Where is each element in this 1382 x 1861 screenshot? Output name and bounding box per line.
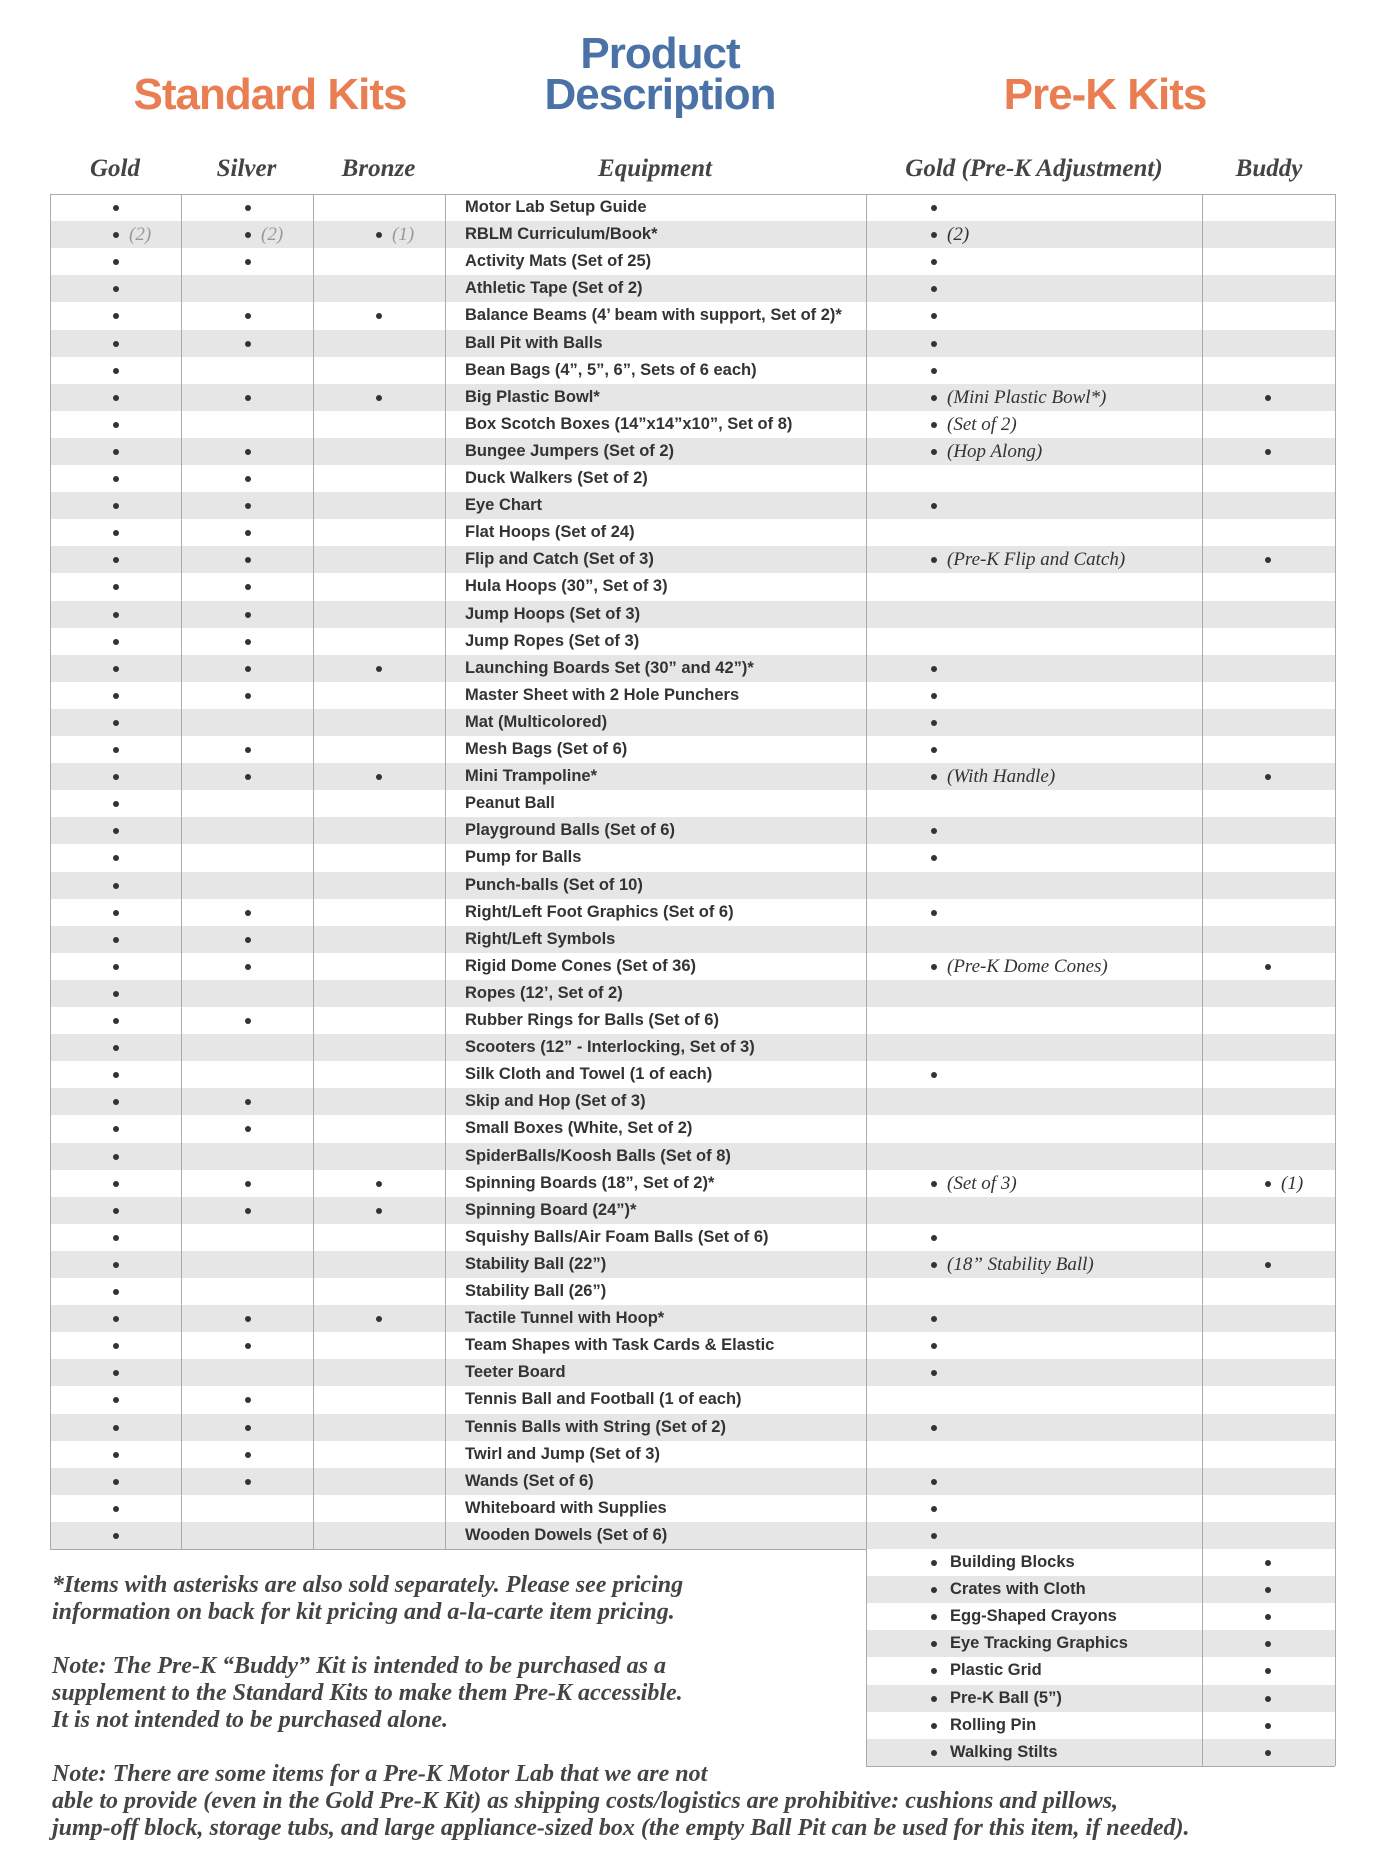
table-row xyxy=(50,980,1335,1007)
row-band xyxy=(50,248,1335,275)
table-row xyxy=(50,330,1335,357)
equipment-name: Rubber Rings for Balls (Set of 6) xyxy=(465,1011,719,1029)
row-band xyxy=(50,872,1335,899)
row-band xyxy=(50,1441,1335,1468)
equipment-name: Flat Hoops (Set of 24) xyxy=(465,523,635,542)
g-bullet xyxy=(113,666,119,672)
g-bullet xyxy=(113,1533,119,1539)
equipment-name: Small Boxes (White, Set of 2) xyxy=(465,1119,693,1138)
grid-line xyxy=(866,194,867,1766)
row-band xyxy=(50,438,1335,465)
table-row xyxy=(50,926,1335,953)
equipment-name: Jump Ropes (Set of 3) xyxy=(465,631,640,650)
equipment-name: Spinning Boards (18”, Set of 2)* xyxy=(465,1173,715,1192)
footnote-asterisk xyxy=(52,1572,683,1626)
row-band xyxy=(50,194,1335,221)
table-row xyxy=(50,573,1335,600)
p-bullet xyxy=(931,1533,937,1539)
equipment-name: Wands (Set of 6) xyxy=(465,1471,594,1490)
equipment-name: Eye Chart xyxy=(465,496,543,515)
footnote-items-line2: able to provide (even in the Gold Pre-K Kit) as shipping costs/logistics are prohibitive: cushions and pillows, xyxy=(52,1788,1119,1814)
equipment-name: Flip and Catch (Set of 3) xyxy=(465,550,654,569)
g-bullet xyxy=(113,991,119,997)
table-row xyxy=(50,1034,1335,1061)
p-bullet xyxy=(931,205,937,211)
equipment-name: Motor Lab Setup Guide xyxy=(465,198,647,216)
row-band xyxy=(50,736,1335,763)
table-row xyxy=(50,763,1335,790)
equipment-name: Bean Bags (4”, 5”, 6”, Sets of 6 each) xyxy=(465,360,757,379)
row-band xyxy=(50,1251,1335,1278)
table-row xyxy=(50,1495,1335,1522)
table-row xyxy=(50,411,1335,438)
table-row xyxy=(50,1251,1335,1278)
g-bullet xyxy=(113,937,119,943)
grid-line xyxy=(50,1549,866,1550)
product-title-line2: Description xyxy=(544,70,776,119)
p-bullet xyxy=(931,422,937,428)
prek-item-name: Rolling Pin xyxy=(950,1715,1037,1734)
p-bullet xyxy=(931,341,937,347)
g-note: (2) xyxy=(129,224,152,246)
equipment-name: Squishy Balls/Air Foam Balls (Set of 6) xyxy=(465,1227,769,1246)
g-bullet xyxy=(113,1289,119,1295)
equipment-name: Scooters (12” - Interlocking, Set of 3) xyxy=(465,1038,755,1057)
equipment-name: Twirl and Jump (Set of 3) xyxy=(465,1444,660,1463)
table-row xyxy=(50,601,1335,628)
table-row xyxy=(50,546,1335,573)
prek-item-name: Building Blocks xyxy=(950,1553,1075,1571)
table-row xyxy=(50,1359,1335,1386)
s-bullet xyxy=(245,341,251,347)
g-bullet xyxy=(113,747,119,753)
g-bullet xyxy=(113,639,119,645)
prek-bullet xyxy=(931,1560,937,1566)
p-note: (18” Stability Ball) xyxy=(947,1253,1094,1275)
equipment-name: Mini Trampoline* xyxy=(465,767,598,786)
s-bullet xyxy=(245,964,251,970)
grid-line xyxy=(1202,194,1203,1766)
equipment-name: Punch-balls (Set of 10) xyxy=(465,875,643,894)
bd-bullet xyxy=(1265,1181,1271,1187)
table-row xyxy=(50,1414,1335,1441)
row-band xyxy=(50,844,1335,871)
equipment-name: Ropes (12’, Set of 2) xyxy=(465,983,623,1002)
s-bullet xyxy=(245,1479,251,1485)
prek-bullet xyxy=(931,1723,937,1729)
g-bullet xyxy=(113,1181,119,1187)
equipment-name: Master Sheet with 2 Hole Punchers xyxy=(465,685,740,704)
g-bullet xyxy=(113,910,119,916)
standard-kits-title: Standard Kits xyxy=(133,70,407,119)
table-row xyxy=(50,817,1335,844)
s-bullet xyxy=(245,1018,251,1024)
p-bullet xyxy=(931,449,937,455)
row-band xyxy=(50,601,1335,628)
row-band xyxy=(50,926,1335,953)
product-description-title xyxy=(505,29,815,119)
g-bullet xyxy=(113,964,119,970)
g-bullet xyxy=(113,1018,119,1024)
row-band xyxy=(50,790,1335,817)
s-note: (2) xyxy=(261,224,284,246)
equipment-name: Right/Left Symbols xyxy=(465,929,616,948)
grid-line xyxy=(313,194,314,1549)
p-note: (Pre-K Dome Cones) xyxy=(947,955,1108,977)
p-bullet xyxy=(931,1425,937,1431)
table-row xyxy=(50,682,1335,709)
table-row xyxy=(50,1143,1335,1170)
g-bullet xyxy=(113,1154,119,1160)
grid-line xyxy=(50,194,51,1549)
s-bullet xyxy=(245,205,251,211)
g-bullet xyxy=(113,449,119,455)
equipment-name: Launching Boards Set (30” and 42”)* xyxy=(465,658,754,677)
equipment-name: Tennis Balls with String (Set of 2) xyxy=(465,1417,726,1436)
row-band xyxy=(50,492,1335,519)
table-row xyxy=(50,519,1335,546)
table-row xyxy=(50,1522,1335,1549)
p-bullet xyxy=(931,1262,937,1268)
column-header-prek-gold: Gold (Pre-K Adjustment) xyxy=(905,155,1163,182)
p-note: (Hop Along) xyxy=(947,440,1043,462)
buddy-bullet xyxy=(1265,1696,1271,1702)
s-bullet xyxy=(245,910,251,916)
s-bullet xyxy=(245,449,251,455)
equipment-name: Big Plastic Bowl* xyxy=(465,387,600,406)
table-row xyxy=(50,1386,1335,1413)
equipment-name: SpiderBalls/Koosh Balls (Set of 8) xyxy=(465,1146,731,1165)
table-row xyxy=(50,1441,1335,1468)
bd-bullet xyxy=(1265,1262,1271,1268)
equipment-name: Pump for Balls xyxy=(465,848,582,867)
row-band xyxy=(50,817,1335,844)
s-bullet xyxy=(245,1452,251,1458)
table-row xyxy=(50,1305,1335,1332)
table-row xyxy=(50,302,1335,329)
footnote-asterisk-line1: *Items with asterisks are also sold separately. Please see pricing xyxy=(52,1572,684,1598)
equipment-name: Tactile Tunnel with Hoop* xyxy=(465,1309,665,1328)
table-row xyxy=(50,790,1335,817)
equipment-name: Bungee Jumpers (Set of 2) xyxy=(465,441,675,460)
grid-line xyxy=(1335,194,1336,1766)
prek-item-name: Walking Stilts xyxy=(950,1742,1058,1761)
s-bullet xyxy=(245,1425,251,1431)
prek-item-name: Egg-Shaped Crayons xyxy=(950,1607,1117,1626)
p-note: (Pre-K Flip and Catch) xyxy=(947,549,1126,571)
column-header-buddy: Buddy xyxy=(1235,155,1303,182)
p-note: (Set of 3) xyxy=(947,1172,1017,1194)
table-row xyxy=(50,1278,1335,1305)
g-bullet xyxy=(113,1262,119,1268)
s-bullet xyxy=(245,937,251,943)
prek-bullet xyxy=(931,1696,937,1702)
row-band xyxy=(50,519,1335,546)
table-row xyxy=(50,194,1335,221)
prek-bullet xyxy=(931,1750,937,1756)
prek-item-name: Plastic Grid xyxy=(950,1661,1042,1680)
p-bullet xyxy=(931,1235,937,1241)
row-band xyxy=(50,384,1335,411)
table-row xyxy=(50,384,1335,411)
row-band xyxy=(50,573,1335,600)
equipment-name: Right/Left Foot Graphics (Set of 6) xyxy=(465,902,734,921)
b-note: (1) xyxy=(392,224,415,246)
table-row xyxy=(50,1088,1335,1115)
p-note: (2) xyxy=(947,224,970,246)
p-bullet xyxy=(931,720,937,726)
table-row xyxy=(50,438,1335,465)
table-row xyxy=(50,1007,1335,1034)
s-bullet xyxy=(245,395,251,401)
g-bullet xyxy=(113,883,119,889)
table-row xyxy=(50,357,1335,384)
table-row xyxy=(50,1170,1335,1197)
p-bullet xyxy=(931,368,937,374)
g-bullet xyxy=(113,1506,119,1512)
row-band xyxy=(50,221,1335,248)
column-header-silver: Silver xyxy=(216,155,277,182)
g-bullet xyxy=(113,1208,119,1214)
g-bullet xyxy=(113,476,119,482)
row-band xyxy=(50,1197,1335,1224)
s-bullet xyxy=(245,639,251,645)
bd-bullet xyxy=(1265,449,1271,455)
table-row xyxy=(50,1115,1335,1142)
row-band xyxy=(50,1115,1335,1142)
equipment-name: Jump Hoops (Set of 3) xyxy=(465,604,641,623)
g-bullet xyxy=(113,422,119,428)
table-row xyxy=(50,1224,1335,1251)
g-bullet xyxy=(113,720,119,726)
table-row xyxy=(50,1468,1335,1495)
equipment-name: Teeter Board xyxy=(465,1363,566,1382)
table-row xyxy=(50,655,1335,682)
g-bullet xyxy=(113,1452,119,1458)
table-row xyxy=(50,899,1335,926)
g-bullet xyxy=(113,341,119,347)
p-bullet xyxy=(931,1479,937,1485)
footnote-buddy-line3: It is not intended to be purchased alone. xyxy=(52,1707,449,1733)
equipment-name: Duck Walkers (Set of 2) xyxy=(465,469,648,487)
table-row xyxy=(50,248,1335,275)
p-bullet xyxy=(931,964,937,970)
table-row xyxy=(50,1197,1335,1224)
product-title-line1: Product xyxy=(580,29,740,78)
b-bullet xyxy=(376,1208,382,1214)
bd-note: (1) xyxy=(1281,1172,1304,1194)
p-bullet xyxy=(931,666,937,672)
row-band xyxy=(50,546,1335,573)
equipment-name: Whiteboard with Supplies xyxy=(465,1498,667,1517)
column-header-equipment: Equipment xyxy=(598,155,712,182)
bd-bullet xyxy=(1265,395,1271,401)
p-bullet xyxy=(931,1506,937,1512)
row-band xyxy=(50,1468,1335,1495)
footnote-asterisk-line2: information on back for kit pricing and a-la-carte item pricing. xyxy=(52,1599,675,1625)
b-bullet xyxy=(376,1181,382,1187)
footnote-buddy-line2: supplement to the Standard Kits to make them Pre-K accessible. xyxy=(52,1680,683,1706)
equipment-name: Wooden Dowels (Set of 6) xyxy=(465,1525,668,1544)
g-bullet xyxy=(113,1235,119,1241)
table-row xyxy=(50,709,1335,736)
s-bullet xyxy=(245,1208,251,1214)
footnote-buddy xyxy=(52,1653,683,1734)
table-row xyxy=(50,275,1335,302)
b-bullet xyxy=(376,395,382,401)
g-bullet xyxy=(113,1479,119,1485)
equipment-name: Mesh Bags (Set of 6) xyxy=(465,740,628,758)
row-band xyxy=(50,628,1335,655)
g-bullet xyxy=(113,612,119,618)
row-band xyxy=(50,1359,1335,1386)
g-bullet xyxy=(113,693,119,699)
equipment-name: Hula Hoops (30”, Set of 3) xyxy=(465,577,668,596)
equipment-name: Peanut Ball xyxy=(465,794,555,813)
prek-item-name: Pre-K Ball (5”) xyxy=(950,1688,1062,1707)
column-header-gold: Gold xyxy=(90,155,140,182)
p-bullet xyxy=(931,1181,937,1187)
s-bullet xyxy=(245,666,251,672)
row-band xyxy=(50,1522,1335,1549)
equipment-name: Rigid Dome Cones (Set of 36) xyxy=(465,956,697,975)
table-row xyxy=(50,492,1335,519)
p-note: (Mini Plastic Bowl*) xyxy=(947,386,1107,408)
column-header-bronze: Bronze xyxy=(341,155,416,182)
g-bullet xyxy=(113,395,119,401)
buddy-bullet xyxy=(1265,1723,1271,1729)
equipment-name: Mat (Multicolored) xyxy=(465,712,608,731)
s-bullet xyxy=(245,693,251,699)
s-bullet xyxy=(245,612,251,618)
grid-line xyxy=(445,194,446,1549)
table-row xyxy=(50,465,1335,492)
g-bullet xyxy=(113,1425,119,1431)
row-band xyxy=(50,1495,1335,1522)
row-band xyxy=(50,1278,1335,1305)
equipment-name: Activity Mats (Set of 25) xyxy=(465,252,652,271)
p-note: (With Handle) xyxy=(947,766,1056,788)
footnote-items xyxy=(52,1761,1190,1842)
table-row xyxy=(50,221,1335,248)
row-band xyxy=(50,763,1335,790)
equipment-name: Athletic Tape (Set of 2) xyxy=(465,279,643,298)
equipment-name: Balance Beams (4’ beam with support, Set of 2)* xyxy=(465,306,842,325)
footnote-items-line1: Note: There are some items for a Pre-K Motor Lab that we are not xyxy=(52,1761,708,1787)
g-bullet xyxy=(113,205,119,211)
equipment-name: Team Shapes with Task Cards & Elastic xyxy=(465,1336,775,1355)
grid-line xyxy=(181,194,182,1549)
row-band xyxy=(50,465,1335,492)
s-bullet xyxy=(245,476,251,482)
row-band xyxy=(50,1305,1335,1332)
equipment-name: Skip and Hop (Set of 3) xyxy=(465,1092,646,1111)
row-band xyxy=(50,980,1335,1007)
row-band xyxy=(50,330,1335,357)
row-band xyxy=(50,275,1335,302)
table-row xyxy=(50,628,1335,655)
equipment-name: RBLM Curriculum/Book* xyxy=(465,225,658,244)
footnote-buddy-line1: Note: The Pre-K “Buddy” Kit is intended to be purchased as a xyxy=(52,1653,666,1679)
p-note: (Set of 2) xyxy=(947,413,1017,435)
prek-kits-title: Pre-K Kits xyxy=(1003,70,1207,119)
table-row xyxy=(50,953,1335,980)
p-bullet xyxy=(931,395,937,401)
prek-item-name: Crates with Cloth xyxy=(950,1580,1086,1599)
table-row xyxy=(50,872,1335,899)
equipment-name: Playground Balls (Set of 6) xyxy=(465,821,675,840)
grid-line xyxy=(50,194,1335,195)
table-row xyxy=(50,736,1335,763)
equipment-name: Silk Cloth and Towel (1 of each) xyxy=(465,1065,713,1084)
row-band xyxy=(50,709,1335,736)
g-bullet xyxy=(113,368,119,374)
s-bullet xyxy=(245,747,251,753)
b-bullet xyxy=(376,666,382,672)
equipment-name: Spinning Board (24”)* xyxy=(465,1200,637,1219)
bd-bullet xyxy=(1265,964,1271,970)
row-band xyxy=(50,1088,1335,1115)
prek-item-name: Eye Tracking Graphics xyxy=(950,1634,1128,1653)
equipment-name: Box Scotch Boxes (14”x14”x10”, Set of 8) xyxy=(465,414,793,433)
footnote-items-line3: jump-off block, storage tubs, and large appliance-sized box (the empty Ball Pit can be used for this item, if needed). xyxy=(52,1815,1190,1841)
buddy-bullet xyxy=(1265,1750,1271,1756)
s-bullet xyxy=(245,1181,251,1187)
buddy-bullet xyxy=(1265,1560,1271,1566)
equipment-name: Stability Ball (26”) xyxy=(465,1282,607,1300)
p-bullet xyxy=(931,747,937,753)
equipment-name: Stability Ball (22”) xyxy=(465,1254,607,1273)
table-row xyxy=(50,1061,1335,1088)
table-row xyxy=(50,1332,1335,1359)
table-row xyxy=(50,844,1335,871)
equipment-name: Ball Pit with Balls xyxy=(465,333,603,352)
p-bullet xyxy=(931,910,937,916)
equipment-name: Tennis Ball and Football (1 of each) xyxy=(465,1390,742,1409)
p-bullet xyxy=(931,693,937,699)
